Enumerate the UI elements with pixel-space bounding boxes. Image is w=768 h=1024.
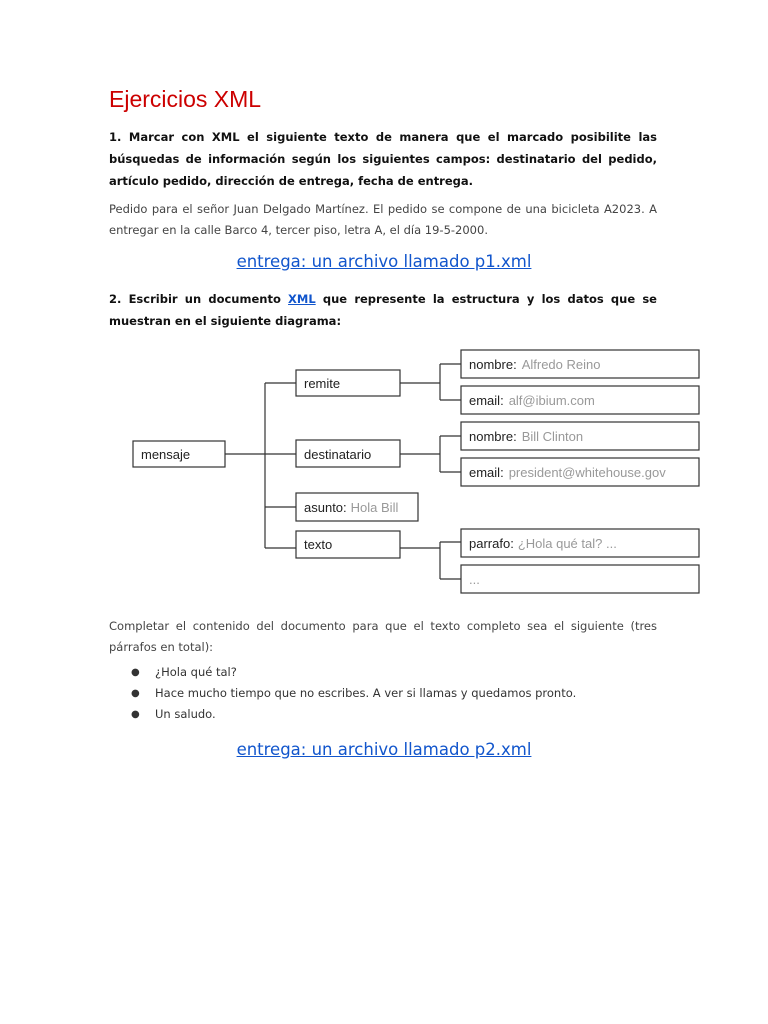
- exercise-2-statement-start: 2. Escribir un documento: [109, 292, 289, 306]
- exercise-2-delivery-link[interactable]: entrega: un archivo llamado p2.xml: [236, 740, 532, 759]
- diagram-dest-email-label: email:: [469, 465, 504, 480]
- diagram-node-remite-nombre: [461, 350, 699, 378]
- diagram-node-destinatario: [296, 440, 400, 467]
- diagram-dest-email-value: president@whitehouse.gov: [508, 465, 666, 480]
- diagram-remite-email-label: email:: [469, 393, 504, 408]
- diagram-parrafo-label: parrafo:: [469, 536, 514, 551]
- diagram-ellipsis-label: ...: [469, 572, 480, 587]
- diagram-node-ellipsis: [461, 565, 699, 593]
- exercise-1-statement: 1. Marcar con XML el siguiente texto de manera que el marcado posibilite las búsquedas de información según los siguientes campos: destinatario del pedido, artículo pedido, dirección de entrega, fecha de entrega.: [109, 130, 657, 188]
- exercise-2-statement: [109, 288, 657, 332]
- diagram-remite-nombre-label: nombre:: [469, 357, 517, 372]
- list-item-text: Un saludo.: [155, 707, 216, 721]
- exercise-1-text: Pedido para el señor Juan Delgado Martínez. El pedido se compone de una bicicleta A2023. A entregar en la calle Barco 4, tercer piso, letra A, el día 19-5-2000.: [109, 202, 657, 237]
- diagram-parrafo-value: ¿Hola qué tal? ...: [517, 536, 617, 551]
- page-title: Ejercicios XML: [109, 86, 262, 112]
- diagram-dest-nombre-text: [469, 429, 583, 444]
- diagram-node-texto-label: texto: [304, 537, 333, 552]
- diagram-asunto-text: [304, 500, 398, 515]
- bullet-icon: ●: [131, 688, 140, 699]
- diagram-dest-nombre-label: nombre:: [469, 429, 517, 444]
- diagram-node-remite-email: [461, 386, 699, 414]
- diagram-parrafo-text: [469, 536, 617, 551]
- diagram-node-mensaje: [133, 441, 225, 467]
- xml-structure-diagram: [128, 342, 703, 598]
- diagram-dest-nombre-value: Bill Clinton: [521, 429, 584, 444]
- diagram-asunto-label: asunto:: [304, 500, 347, 515]
- diagram-node-remite: [296, 370, 400, 396]
- diagram-node-texto: [296, 531, 400, 558]
- diagram-remite-nombre-value: Alfredo Reino: [521, 357, 601, 372]
- list-item-text: ¿Hola qué tal?: [155, 665, 237, 679]
- exercise-1-delivery-link[interactable]: entrega: un archivo llamado p1.xml: [236, 252, 532, 271]
- diagram-node-destinatario-label: destinatario: [304, 447, 372, 462]
- diagram-node-remite-label: remite: [304, 376, 341, 391]
- diagram-node-dest-email: [461, 458, 699, 486]
- diagram-asunto-value: Hola Bill: [350, 500, 399, 515]
- list-item: [109, 683, 576, 704]
- paragraph-list: [109, 662, 576, 725]
- diagram-remite-email-text: [469, 393, 595, 408]
- diagram-dest-email-text: [469, 465, 666, 480]
- diagram-node-dest-nombre: [461, 422, 699, 450]
- diagram-node-mensaje-label: mensaje: [141, 447, 191, 462]
- diagram-node-asunto: [296, 493, 418, 521]
- diagram-remite-email-value: alf@ibium.com: [508, 393, 595, 408]
- diagram-node-parrafo: [461, 529, 699, 557]
- exercise-2-statement-end: que represente la estructura y los datos que se muestran en el siguiente diagrama:: [109, 292, 657, 328]
- bullet-icon: ●: [131, 709, 140, 720]
- xml-link[interactable]: XML: [288, 292, 316, 306]
- diagram-remite-nombre-text: [469, 357, 600, 372]
- list-item-text: Hace mucho tiempo que no escribes. A ver si llamas y quedamos pronto.: [155, 686, 577, 700]
- exercise-2-completion-text: Completar el contenido del documento para que el texto completo sea el siguiente (tres párrafos en total):: [109, 619, 657, 654]
- list-item: [109, 662, 576, 683]
- bullet-icon: ●: [131, 667, 140, 678]
- list-item: [109, 704, 576, 725]
